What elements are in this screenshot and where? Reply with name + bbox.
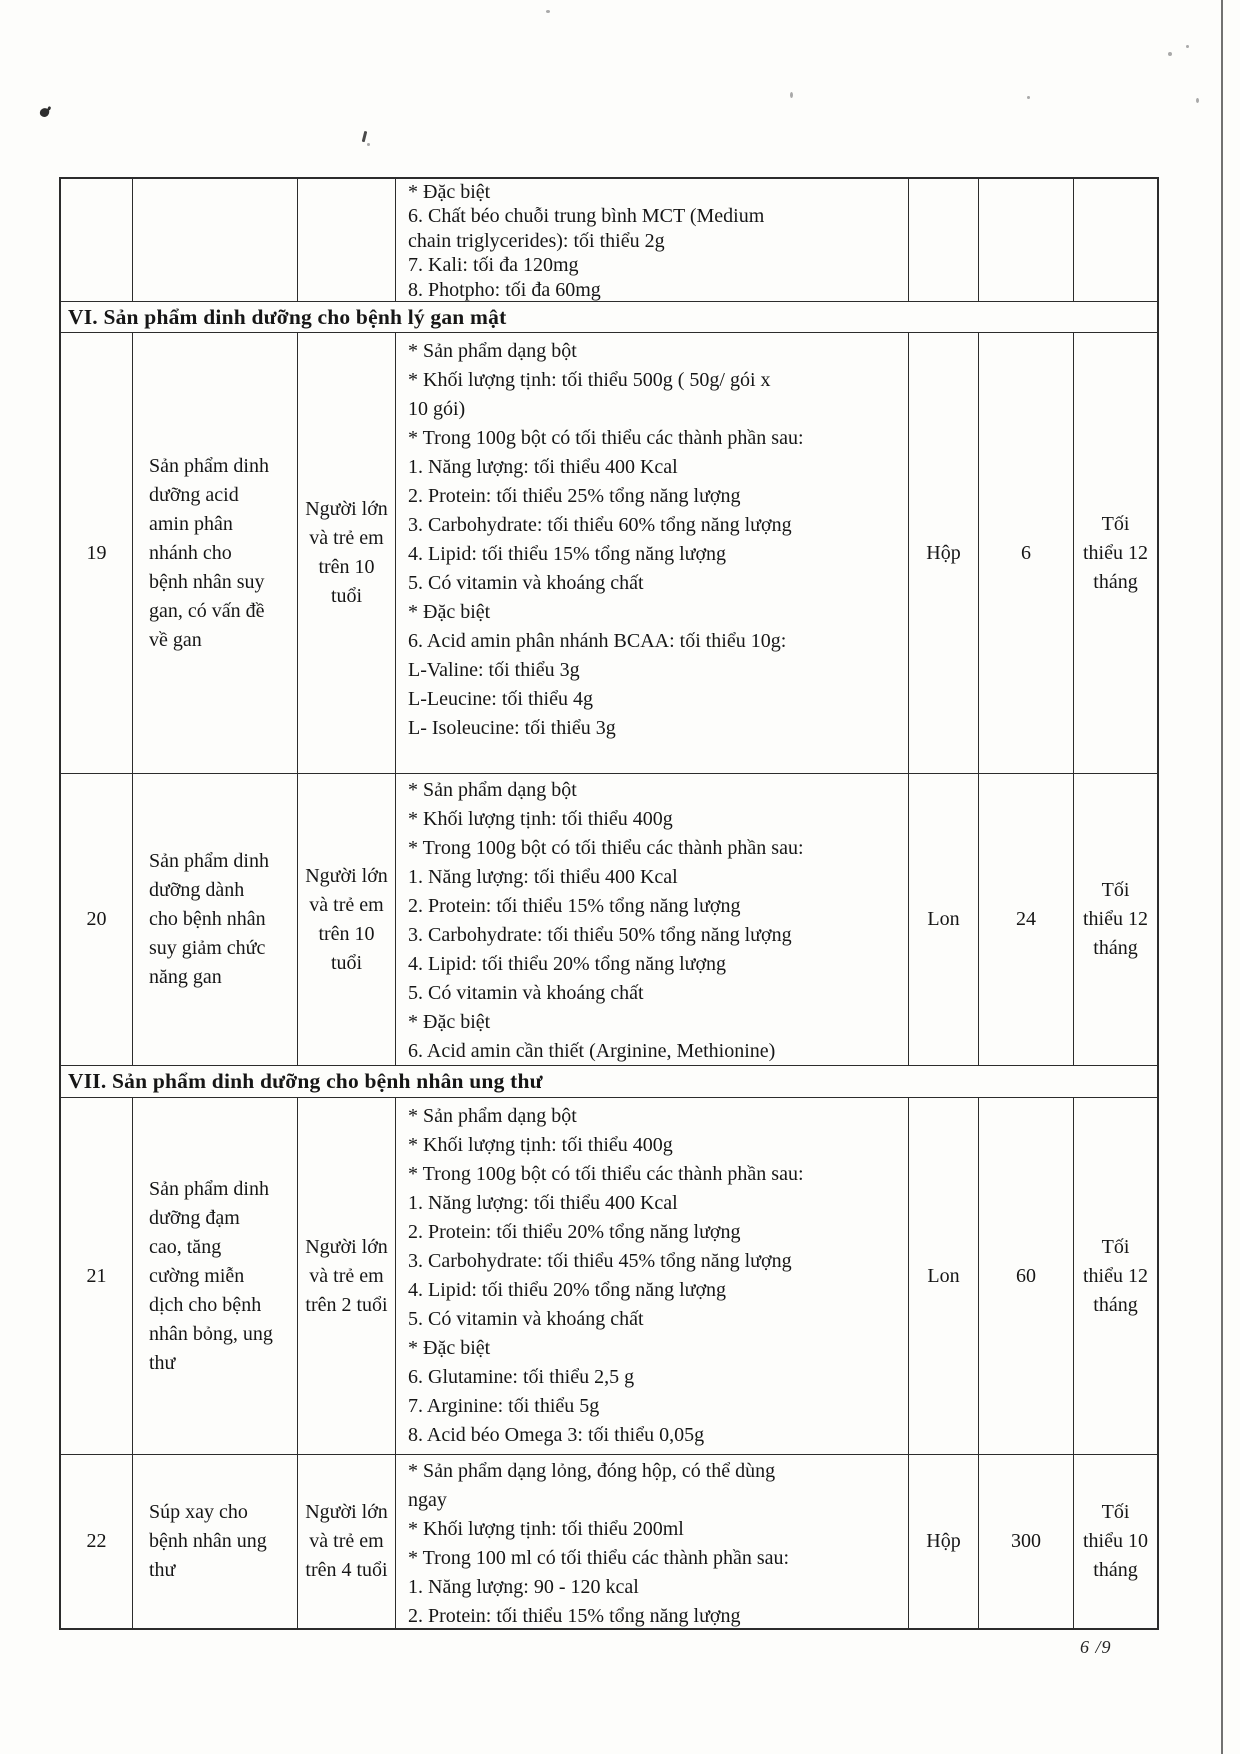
spec-line: * Sản phẩm dạng bột [408, 779, 577, 801]
spec-line: 6. Chất béo chuỗi trung bình MCT (Medium [408, 205, 765, 228]
spec-line: 6. Acid amin cần thiết (Arginine, Methionine) [408, 1040, 776, 1062]
spec-line: * Sản phẩm dạng bột [408, 340, 577, 362]
row-number: 19 [86, 541, 107, 564]
spec-line: chain triglycerides): tối thiểu 2g [408, 229, 665, 252]
row-number: 20 [86, 908, 107, 930]
spec-line: 8. Acid béo Omega 3: tối thiểu 0,05g [408, 1424, 705, 1446]
row-number-cell [61, 179, 133, 301]
spec-line: 3. Carbohydrate: tối thiểu 50% tổng năng lượng [408, 924, 792, 946]
table-row [61, 1098, 1157, 1455]
packaging-unit: Lon [927, 1264, 960, 1287]
ink-speck [367, 143, 370, 146]
shelf-life-cell [1074, 774, 1157, 1065]
spec-line: 2. Protein: tối thiểu 25% tổng năng lượng [408, 485, 741, 507]
product-name-cell [133, 179, 298, 301]
ink-speck [546, 10, 550, 13]
shelf-life-cell [1074, 1455, 1157, 1628]
spec-line: 4. Lipid: tối thiểu 20% tổng năng lượng [408, 1279, 727, 1301]
product-name-cell [133, 1455, 298, 1628]
product-name: Sản phẩm dinh dưỡng dành cho bệnh nhân suy giảm chức năng gan [149, 850, 269, 988]
shelf-life-cell [1074, 333, 1157, 773]
packaging-cell [909, 1455, 979, 1628]
target-users: Người lớn và trẻ em trên 4 tuổi [305, 1501, 388, 1581]
specs-cell [396, 333, 909, 773]
spec-line: 7. Kali: tối đa 120mg [408, 254, 579, 277]
page-number: 6 /9 [1080, 1637, 1112, 1657]
quantity-cell [979, 1455, 1074, 1628]
packaging-unit: Hộp [926, 541, 961, 564]
ink-speck [1186, 45, 1189, 48]
packaging-unit: Hộp [926, 1530, 961, 1552]
specs-cell [396, 179, 909, 301]
target-users-cell [298, 1098, 396, 1454]
spec-line: 2. Protein: tối thiểu 15% tổng năng lượng [408, 895, 741, 917]
spec-line: 2. Protein: tối thiểu 20% tổng năng lượng [408, 1221, 741, 1243]
ink-speck [1196, 98, 1199, 103]
shelf-life: Tối thiểu 12 tháng [1083, 1235, 1148, 1316]
quantity-cell [979, 774, 1074, 1065]
spec-line: * Sản phẩm dạng bột [408, 1105, 577, 1127]
spec-line: 5. Có vitamin và khoáng chất [408, 982, 644, 1004]
quantity: 24 [1016, 908, 1036, 930]
spec-line: 1. Năng lượng: tối thiểu 400 Kcal [408, 1192, 678, 1214]
table-row-continuation [61, 179, 1157, 302]
spec-line: 8. Photpho: tối đa 60mg [408, 278, 601, 301]
specs-cell [396, 1455, 909, 1628]
spec-line: * Đặc biệt [408, 181, 491, 203]
spec-line: 5. Có vitamin và khoáng chất [408, 1308, 644, 1330]
table-row [61, 774, 1157, 1066]
spec-line: L- Isoleucine: tối thiểu 3g [408, 717, 616, 739]
product-name-cell [133, 1098, 298, 1454]
target-users-cell [298, 333, 396, 773]
spec-line: * Đặc biệt [408, 1337, 491, 1359]
target-users-cell [298, 179, 396, 301]
target-users-cell [298, 1455, 396, 1628]
ink-tick [362, 131, 367, 142]
row-number-cell [61, 1098, 133, 1454]
spec-line: * Sản phẩm dạng lỏng, đóng hộp, có thể dùng [408, 1460, 776, 1482]
spec-line: 4. Lipid: tối thiểu 15% tổng năng lượng [408, 543, 727, 565]
products-table [59, 177, 1159, 1630]
section-vii-title: VII. Sản phẩm dinh dưỡng cho bệnh nhân ung thư [68, 1069, 543, 1093]
quantity-cell [979, 1098, 1074, 1454]
spec-line: * Khối lượng tịnh: tối thiểu 400g [408, 808, 673, 830]
product-name-cell [133, 333, 298, 773]
scan-edge-line [1221, 0, 1223, 1754]
spec-line: * Khối lượng tịnh: tối thiểu 400g [408, 1134, 673, 1156]
spec-line: * Trong 100g bột có tối thiểu các thành phần sau: [408, 1163, 804, 1185]
ink-speck [790, 92, 793, 98]
specs-cell [396, 774, 909, 1065]
product-name: Sản phẩm dinh dưỡng acid amin phân nhánh cho bệnh nhân suy gan, có vấn đề về gan [149, 454, 269, 651]
shelf-life-cell [1074, 1098, 1157, 1454]
target-users: Người lớn và trẻ em trên 2 tuổi [305, 1235, 388, 1316]
spec-line: 2. Protein: tối thiểu 15% tổng năng lượng [408, 1605, 741, 1627]
spec-line: ngay [408, 1489, 447, 1511]
quantity-cell [979, 333, 1074, 773]
spec-line: * Khối lượng tịnh: tối thiểu 200ml [408, 1518, 684, 1540]
spec-line: L-Leucine: tối thiểu 4g [408, 688, 593, 710]
specs-cell [396, 1098, 909, 1454]
ink-speck [1027, 96, 1030, 99]
spec-line: * Đặc biệt [408, 601, 491, 623]
packaging-cell [909, 333, 979, 773]
spec-line: * Khối lượng tịnh: tối thiểu 500g ( 50g/ gói x [408, 369, 771, 391]
spec-line: * Trong 100g bột có tối thiểu các thành phần sau: [408, 427, 804, 449]
target-users: Người lớn và trẻ em trên 10 tuổi [305, 864, 388, 974]
spec-line: * Đặc biệt [408, 1011, 491, 1033]
packaging-cell [909, 774, 979, 1065]
product-name: Súp xay cho bệnh nhân ung thư [149, 1501, 267, 1581]
product-name-cell [133, 774, 298, 1065]
spec-line: 4. Lipid: tối thiểu 20% tổng năng lượng [408, 953, 727, 975]
spec-line: 1. Năng lượng: tối thiểu 400 Kcal [408, 866, 678, 888]
ink-speck [39, 107, 51, 119]
shelf-life: Tối thiểu 12 tháng [1083, 512, 1148, 593]
spec-line: * Trong 100 ml có tối thiểu các thành phần sau: [408, 1547, 790, 1569]
spec-line: * Trong 100g bột có tối thiểu các thành phần sau: [408, 837, 804, 859]
spec-line: 5. Có vitamin và khoáng chất [408, 572, 644, 594]
row-number-cell [61, 1455, 133, 1628]
row-number-cell [61, 333, 133, 773]
quantity-cell [979, 179, 1074, 301]
row-number: 22 [86, 1530, 107, 1552]
spec-line: 6. Glutamine: tối thiểu 2,5 g [408, 1366, 635, 1388]
spec-line: 3. Carbohydrate: tối thiểu 60% tổng năng lượng [408, 514, 792, 536]
section-header-row [61, 1066, 1157, 1098]
packaging-unit: Lon [927, 908, 960, 930]
target-users-cell [298, 774, 396, 1065]
quantity: 60 [1016, 1264, 1036, 1287]
row-number: 21 [86, 1264, 107, 1287]
table-row [61, 1455, 1157, 1628]
shelf-life: Tối thiểu 12 tháng [1083, 879, 1148, 959]
target-users: Người lớn và trẻ em trên 10 tuổi [305, 498, 388, 607]
packaging-cell [909, 179, 979, 301]
spec-line: 1. Năng lượng: 90 - 120 kcal [408, 1576, 639, 1598]
packaging-cell [909, 1098, 979, 1454]
product-name: Sản phẩm dinh dưỡng đạm cao, tăng cường miễn dịch cho bệnh nhân bỏng, ung thư [149, 1177, 273, 1374]
ink-speck [1168, 52, 1172, 56]
spec-line: 3. Carbohydrate: tối thiểu 45% tổng năng lượng [408, 1250, 792, 1272]
spec-line: L-Valine: tối thiểu 3g [408, 659, 580, 681]
spec-line: 6. Acid amin phân nhánh BCAA: tối thiểu 10g: [408, 630, 787, 652]
section-header-row [61, 302, 1157, 333]
row-number-cell [61, 774, 133, 1065]
section-vi-title: VI. Sản phẩm dinh dưỡng cho bệnh lý gan mật [68, 305, 507, 329]
table-row [61, 333, 1157, 774]
spec-line: 7. Arginine: tối thiểu 5g [408, 1395, 600, 1417]
shelf-life-cell [1074, 179, 1157, 301]
spec-line: 10 gói) [408, 398, 466, 420]
quantity: 300 [1011, 1530, 1041, 1552]
spec-line: 1. Năng lượng: tối thiểu 400 Kcal [408, 456, 678, 478]
quantity: 6 [1021, 541, 1031, 564]
shelf-life: Tối thiểu 10 tháng [1083, 1501, 1148, 1581]
